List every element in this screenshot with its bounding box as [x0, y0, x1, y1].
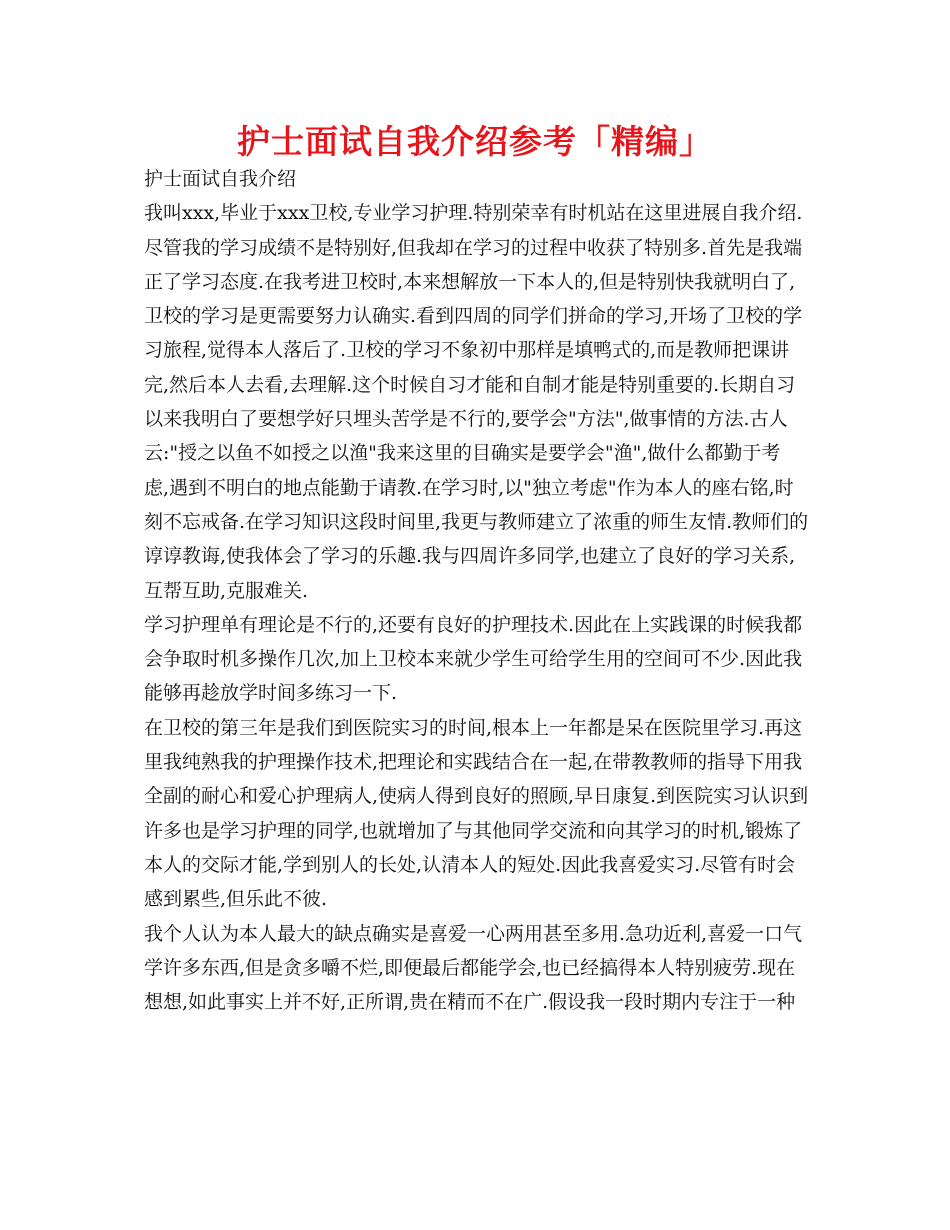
paragraph-line: 本人的交际才能,学到别人的长处,认清本人的短处.因此我喜爱实习.尽管有时会: [144, 853, 796, 876]
paragraph-line: 云:"授之以鱼不如授之以渔"我来这里的目确实是要学会"渔",做什么都勤于考: [144, 442, 781, 465]
document-subtitle: 护士面试自我介绍: [144, 168, 297, 190]
paragraph-line: 感到累些,但乐此不彼.: [144, 888, 328, 911]
paragraph-line: 习旅程,觉得本人落后了.卫校的学习不象初中那样是填鸭式的,而是教师把课讲: [144, 339, 790, 362]
paragraph-line: 全副的耐心和爱心护理病人,使病人得到良好的照顾,早日康复.到医院实习认识到: [144, 785, 809, 808]
paragraph-line: 以来我明白了要想学好只埋头苦学是不行的,要学会"方法",做事情的方法.古人: [144, 408, 788, 431]
paragraph-line: 完,然后本人去看,去理解.这个时候自习才能和自制才能是特别重要的.长期自习: [144, 373, 796, 396]
paragraph-line: 尽管我的学习成绩不是特别好,但我却在学习的过程中收获了特别多.首先是我端: [144, 236, 803, 259]
paragraph-line: 里我纯熟我的护理操作技术,把理论和实践结合在一起,在带教教师的指导下用我: [144, 751, 803, 774]
paragraph-line: 刻不忘戒备.在学习知识这段时间里,我更与教师建立了浓重的师生友情.教师们的: [144, 510, 809, 533]
paragraph-line: 学许多东西,但是贪多嚼不烂,即便最后都能学会,也已经搞得本人特别疲劳.现在: [144, 956, 796, 979]
paragraph-line: 我个人认为本人最大的缺点确实是喜爱一心两用甚至多用.急功近利,喜爱一口气: [144, 922, 803, 945]
paragraph-line: 互帮互助,克服难关.: [144, 579, 309, 602]
paragraph-line: 会争取时机多操作几次,加上卫校本来就少学生可给学生用的空间可不少.因此我: [144, 648, 803, 671]
paragraph-line: 我叫xxx,毕业于xxx卫校,专业学习护理.特别荣幸有时机站在这里进展自我介绍.: [144, 202, 803, 225]
paragraph-line: 学习护理单有理论是不行的,还要有良好的护理技术.因此在上实践课的时候我都: [144, 613, 803, 636]
paragraph-line: 能够再趁放学时间多练习一下.: [144, 682, 398, 705]
paragraph-line: 许多也是学习护理的同学,也就增加了与其他同学交流和向其学习的时机,锻炼了: [144, 819, 803, 842]
document-body: [144, 162, 816, 1019]
paragraph-line: 想想,如此事实上并不好,正所谓,贵在精而不在广.假设我一段时期内专注于一种: [144, 991, 796, 1014]
paragraph-line: 谆谆教诲,使我体会了学习的乐趣.我与四周许多同学,也建立了良好的学习关系,: [144, 545, 796, 568]
paragraph-line: 在卫校的第三年是我们到医院实习的时间,根本上一年都是呆在医院里学习.再这: [144, 716, 803, 739]
paragraph-line: 卫校的学习是更需要努力认确实.看到四周的同学们拼命的学习,开场了卫校的学: [144, 305, 803, 328]
document-title: 护士面试自我介绍参考「精编」: [237, 122, 713, 161]
paragraph-line: 正了学习态度.在我考进卫校时,本来想解放一下本人的,但是特别快我就明白了,: [144, 270, 796, 293]
paragraph-line: 虑,遇到不明白的地点能勤于请教.在学习时,以"独立考虑"作为本人的座右铭,时: [144, 476, 794, 499]
